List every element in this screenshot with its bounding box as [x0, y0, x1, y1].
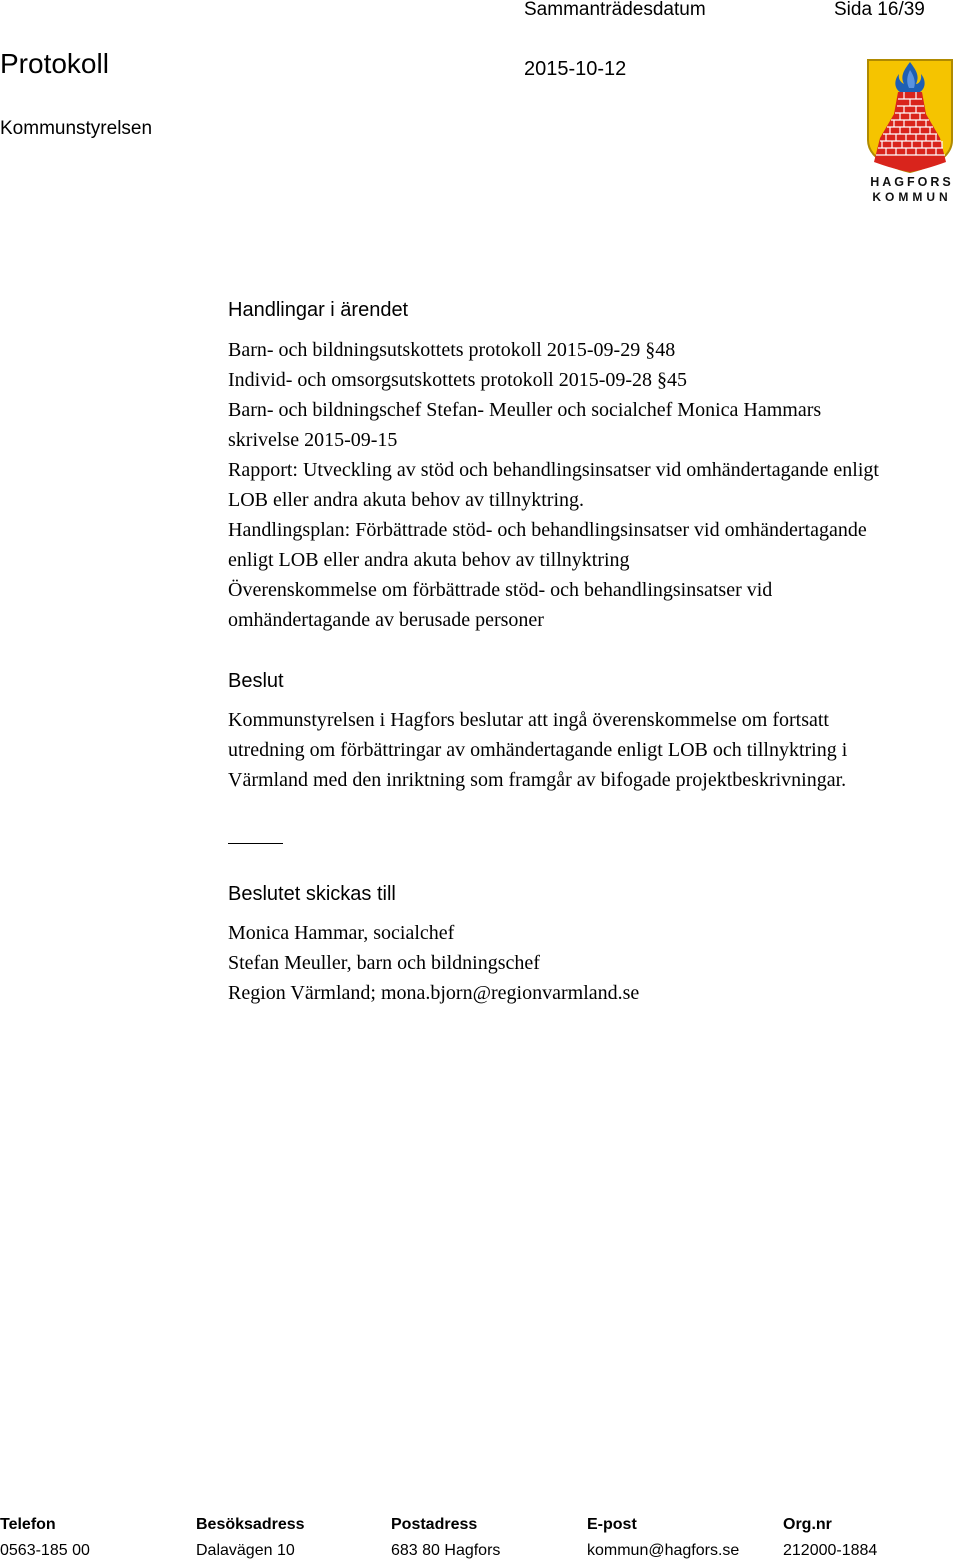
- footer-value: 0563-185 00: [0, 1542, 90, 1559]
- separator-rule: [228, 843, 283, 844]
- meeting-date-label: Sammanträdesdatum: [524, 0, 706, 20]
- hagfors-crest-icon: [864, 58, 960, 208]
- footer-visit-address: [196, 1512, 305, 1564]
- beslut-line: utredning om förbättringar av omhändertagande enligt LOB och tillnyktring i: [228, 739, 848, 761]
- handlingar-line: Barn- och bildningschef Stefan- Meuller och socialchef Monica Hammars: [228, 399, 822, 421]
- footer-value: kommun@hagfors.se: [587, 1542, 740, 1559]
- footer-value: 212000-1884: [783, 1542, 878, 1559]
- organization-name: Kommunstyrelsen: [0, 118, 153, 139]
- footer-email: [587, 1512, 739, 1564]
- handlingar-heading: Handlingar i ärendet: [228, 299, 409, 321]
- page-number: Sida 16/39: [834, 0, 925, 20]
- footer-label: E-post: [587, 1516, 637, 1533]
- footer-phone: [0, 1512, 90, 1564]
- beslut-line: Värmland med den inriktning som framgår av bifogade projektbeskrivningar.: [228, 769, 847, 791]
- handlingar-line: enligt LOB eller andra akuta behov av tillnyktring: [228, 549, 630, 571]
- contact-footer: [0, 1512, 960, 1561]
- document-body: [228, 296, 948, 1008]
- handlingar-line: Rapport: Utveckling av stöd och behandlingsinsatser vid omhändertagande enligt: [228, 459, 879, 481]
- footer-label: Postadress: [391, 1516, 478, 1533]
- handlingar-line: skrivelse 2015-09-15: [228, 429, 398, 451]
- footer-label: Besöksadress: [196, 1516, 305, 1533]
- footer-postal-address: [391, 1512, 500, 1564]
- handlingar-line: Individ- och omsorgsutskottets protokoll 2015-09-28 §45: [228, 369, 688, 391]
- recipient-line: Monica Hammar, socialchef: [228, 922, 455, 944]
- document-title: Protokoll: [0, 48, 109, 79]
- recipient-line: Region Värmland; mona.bjorn@regionvarmland.se: [228, 982, 640, 1004]
- handlingar-line: omhändertagande av berusade personer: [228, 609, 544, 631]
- handlingar-line: Barn- och bildningsutskottets protokoll 2015-09-29 §48: [228, 339, 676, 361]
- logo-line2: KOMMUN: [872, 190, 952, 204]
- hagfors-kommun-logo: [864, 58, 960, 208]
- beslut-heading: Beslut: [228, 670, 284, 692]
- handlingar-line: LOB eller andra akuta behov av tillnyktring.: [228, 489, 585, 511]
- handlingar-line: Handlingsplan: Förbättrade stöd- och behandlingsinsatser vid omhändertagande: [228, 519, 867, 541]
- recipients-list: [228, 918, 948, 1008]
- recipients-heading: Beslutet skickas till: [228, 883, 396, 905]
- footer-label: Org.nr: [783, 1516, 832, 1533]
- handlingar-line: Överenskommelse om förbättrade stöd- och behandlingsinsatser vid: [228, 579, 773, 601]
- footer-org-number: [783, 1512, 877, 1564]
- recipient-line: Stefan Meuller, barn och bildningschef: [228, 952, 540, 974]
- footer-label: Telefon: [0, 1516, 56, 1533]
- logo-line1: HAGFORS: [870, 175, 954, 189]
- beslut-text: [228, 705, 948, 795]
- beslut-line: Kommunstyrelsen i Hagfors beslutar att ingå överenskommelse om fortsatt: [228, 709, 829, 731]
- handlingar-list: [228, 335, 948, 635]
- meeting-date: 2015-10-12: [524, 58, 627, 80]
- footer-value: Dalavägen 10: [196, 1542, 295, 1559]
- footer-value: 683 80 Hagfors: [391, 1542, 501, 1559]
